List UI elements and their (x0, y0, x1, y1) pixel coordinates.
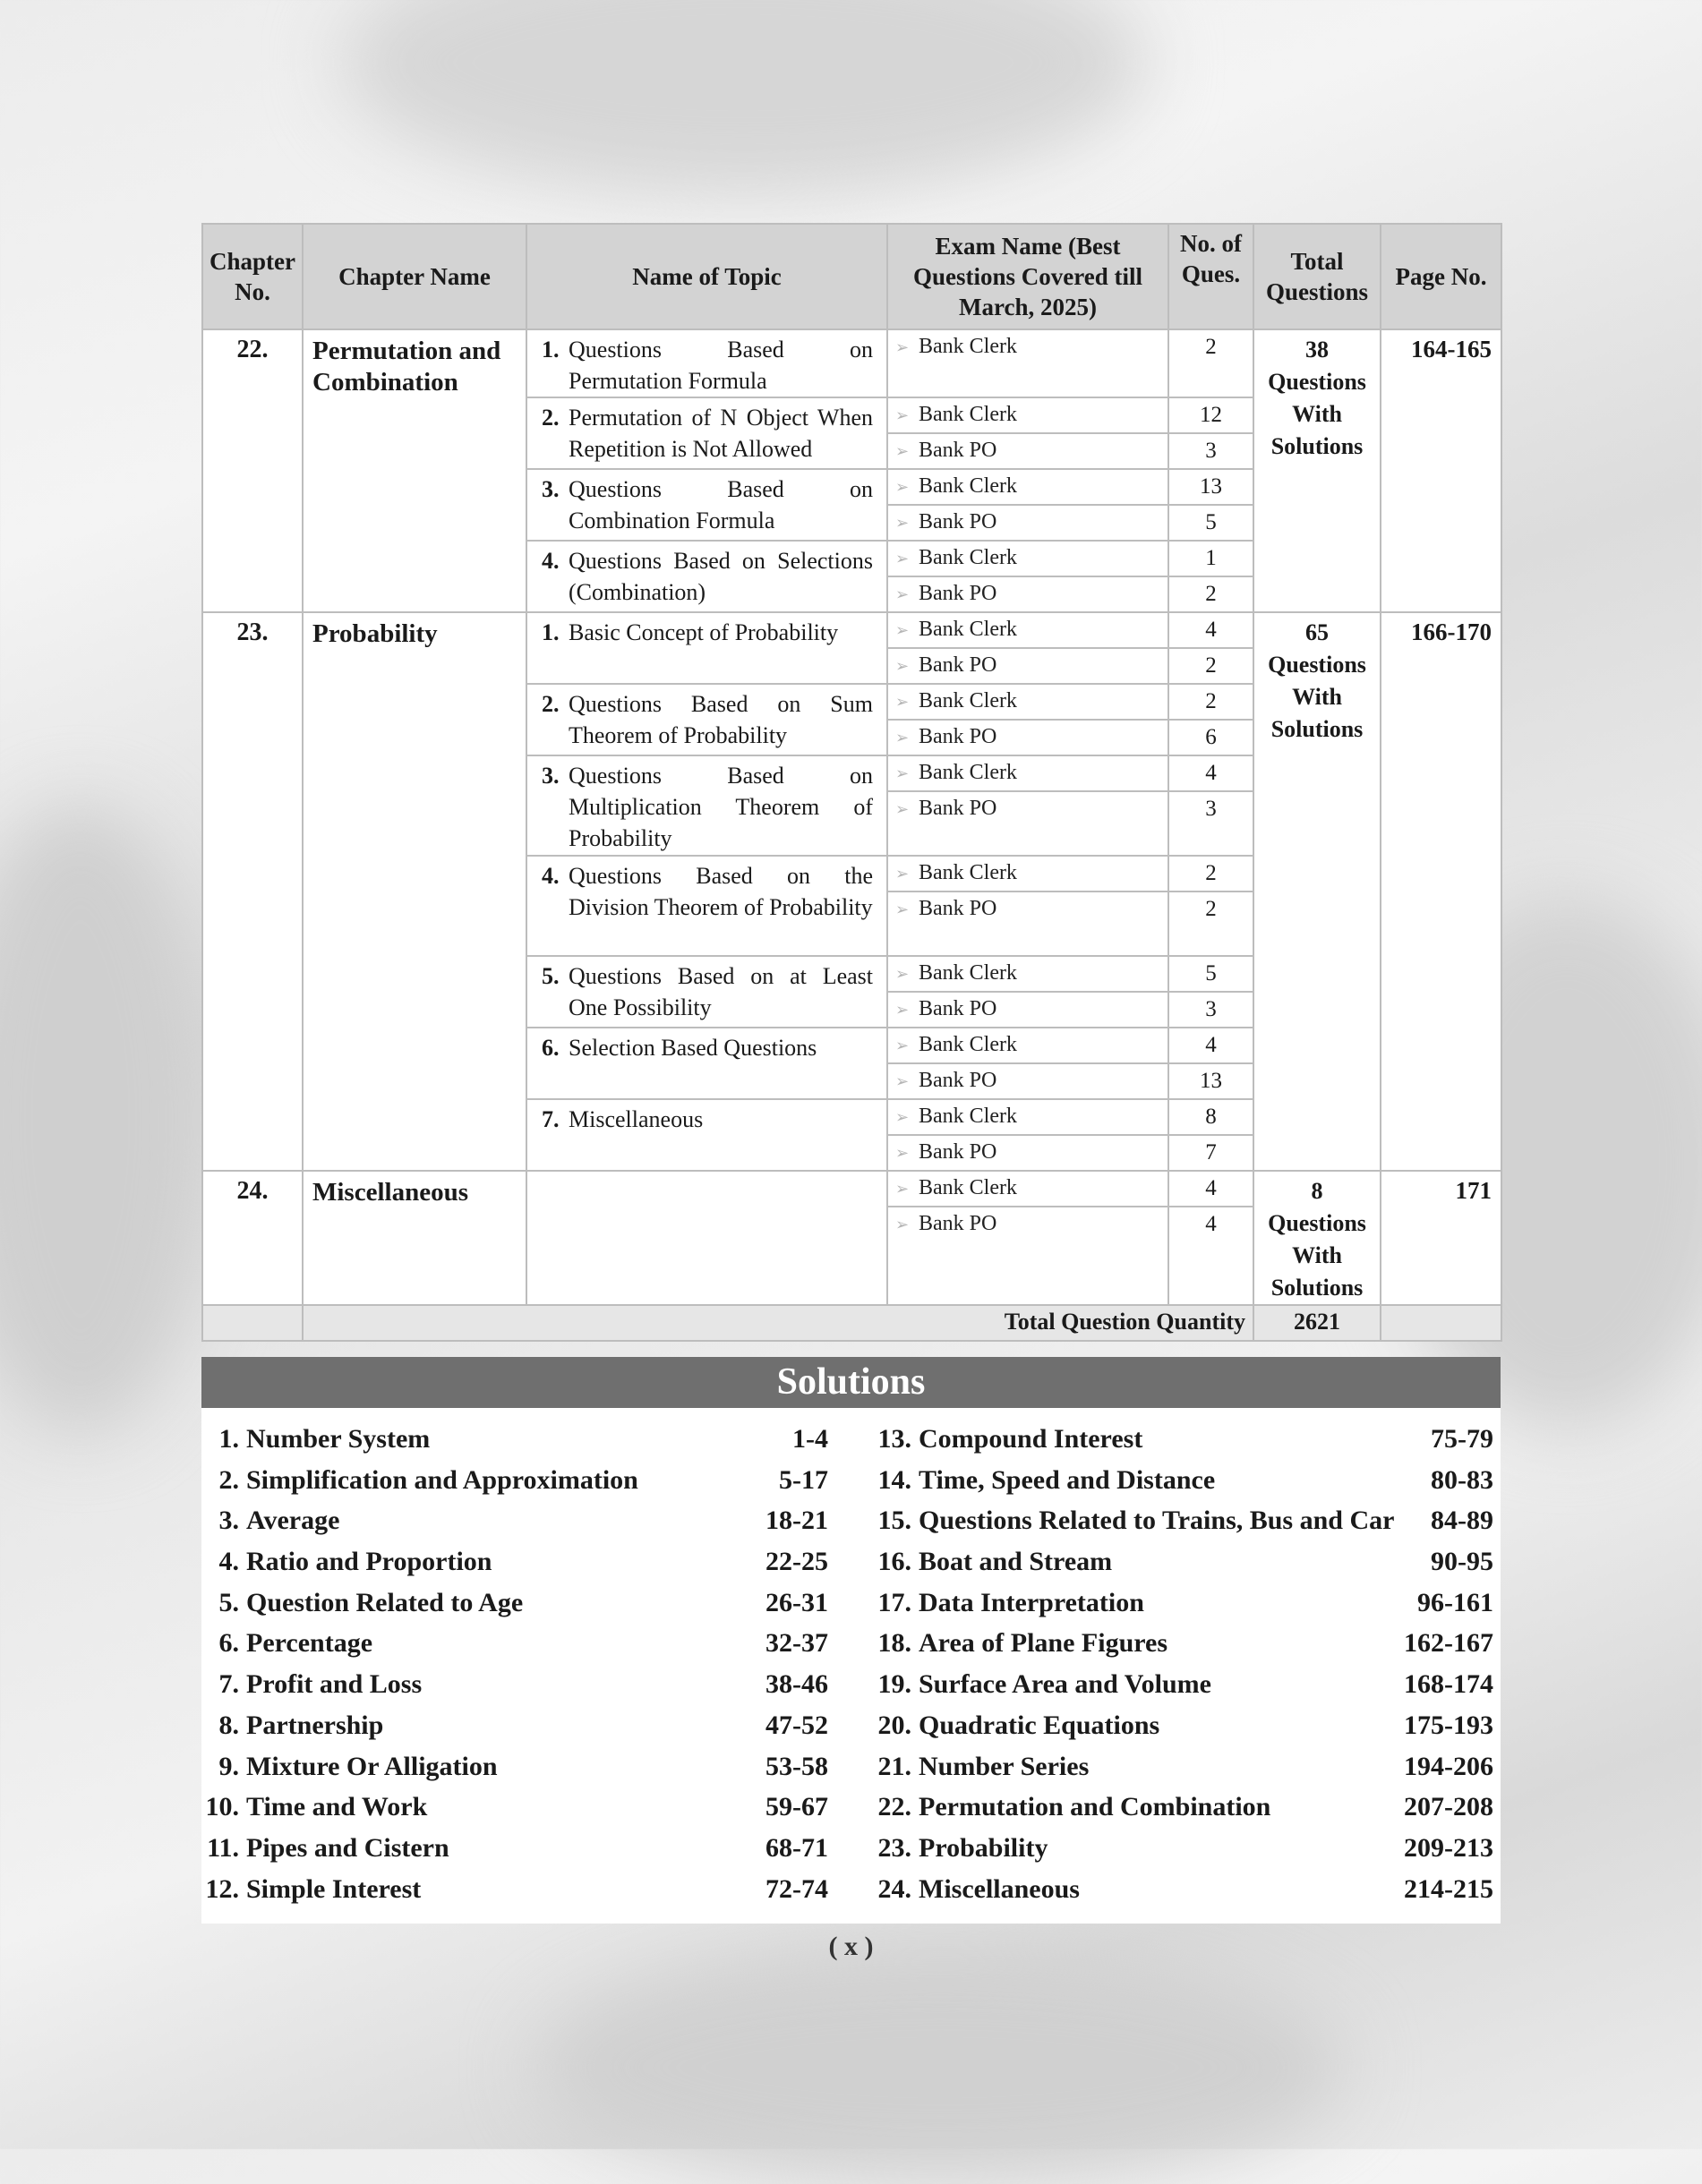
exam-name-cell (887, 992, 1168, 1028)
topic-title: Miscellaneous (569, 1106, 704, 1132)
background-smudge (340, 0, 1146, 197)
table-row (202, 612, 1501, 648)
page-number: ( x ) (828, 1932, 874, 1961)
solution-title: Quadratic Equations (919, 1710, 1160, 1740)
question-count: 4 (1168, 1171, 1253, 1207)
solution-title: Ratio and Proportion (246, 1547, 492, 1577)
solution-title: Pipes and Cistern (246, 1832, 449, 1863)
solution-title: Probability (919, 1832, 1048, 1863)
solution-number: 8. (218, 1710, 239, 1740)
question-count: 12 (1168, 397, 1253, 433)
solution-page-range: 75-79 (1431, 1424, 1493, 1454)
topic-number: 4. (542, 863, 560, 889)
background-smudge (537, 1951, 1343, 2184)
question-count: 3 (1168, 992, 1253, 1028)
question-count: 13 (1168, 1063, 1253, 1099)
topic-title: Basic Concept of Probability (569, 619, 839, 645)
solution-page-range: 38-46 (765, 1669, 828, 1700)
exam-name-cell (887, 856, 1168, 892)
solution-title: Surface Area and Volume (919, 1669, 1211, 1700)
exam-name: Bank Clerk (919, 1176, 1017, 1199)
arrow-bullet-icon: ➢ (895, 1216, 910, 1233)
total-questions-count: 38 (1305, 337, 1329, 363)
topic-title: Questions Based on Sum Theorem of Probability (569, 691, 873, 748)
exam-name-cell (887, 1028, 1168, 1063)
page-range: 164-165 (1381, 329, 1501, 612)
solution-title: Number Series (919, 1751, 1090, 1781)
solution-number: 24. (877, 1873, 911, 1904)
solutions-list-item (201, 1541, 828, 1583)
solution-page-range: 96-161 (1417, 1587, 1493, 1617)
solution-number: 12. (205, 1873, 239, 1904)
solutions-list-item (868, 1705, 1501, 1746)
solution-number: 4. (218, 1547, 239, 1577)
exam-name-cell (887, 956, 1168, 992)
arrow-bullet-icon: ➢ (895, 621, 910, 639)
question-count: 13 (1168, 469, 1253, 505)
exam-name: Bank Clerk (919, 335, 1017, 358)
solutions-list-item (201, 1746, 828, 1787)
question-count: 4 (1168, 755, 1253, 791)
arrow-bullet-icon: ➢ (895, 442, 910, 460)
arrow-bullet-icon: ➢ (895, 550, 910, 567)
solutions-list-item (868, 1828, 1501, 1869)
solution-title: Number System (246, 1424, 431, 1454)
chapter-number: 24. (202, 1171, 303, 1305)
arrow-bullet-icon: ➢ (895, 800, 910, 818)
exam-name-cell (887, 541, 1168, 576)
solutions-list-item (868, 1541, 1501, 1583)
exam-name: Bank Clerk (919, 474, 1017, 498)
solution-number: 23. (877, 1832, 911, 1863)
exam-name: Bank PO (919, 582, 997, 605)
footer-empty-cell (1381, 1305, 1501, 1341)
topic-title: Selection Based Questions (569, 1035, 817, 1061)
solution-page-range: 168-174 (1404, 1669, 1493, 1700)
solutions-list-item (868, 1460, 1501, 1501)
solutions-right-column (868, 1419, 1501, 1909)
topic-cell (526, 612, 887, 684)
solutions-left-column (201, 1419, 828, 1909)
solution-page-range: 59-67 (765, 1792, 828, 1822)
arrow-bullet-icon: ➢ (895, 1108, 910, 1126)
table-body (202, 329, 1501, 1305)
exam-name: Bank PO (919, 1140, 997, 1164)
chapter-name: Miscellaneous (303, 1171, 526, 1305)
topic-cell (526, 755, 887, 856)
exam-name-cell (887, 329, 1168, 397)
topic-cell (526, 329, 887, 397)
topic-cell (526, 1028, 887, 1099)
arrow-bullet-icon: ➢ (895, 1144, 910, 1162)
solution-number: 2. (218, 1464, 239, 1495)
solution-number: 20. (877, 1710, 911, 1740)
solutions-heading: Solutions (201, 1357, 1501, 1408)
exam-name-cell (887, 1099, 1168, 1135)
topic-title: Questions Based on at Least One Possibility (569, 963, 873, 1020)
solutions-list-item (201, 1787, 828, 1828)
solution-page-range: 72-74 (765, 1873, 828, 1904)
solutions-list-item (201, 1460, 828, 1501)
topic-number: 2. (542, 691, 560, 717)
exam-name-cell (887, 755, 1168, 791)
arrow-bullet-icon: ➢ (895, 1072, 910, 1090)
solutions-list (201, 1408, 1501, 1924)
header-topic: Name of Topic (526, 224, 887, 329)
solution-title: Time and Work (246, 1792, 428, 1822)
topic-number: 1. (542, 619, 560, 645)
exam-name-cell (887, 469, 1168, 505)
solution-title: Compound Interest (919, 1424, 1143, 1454)
total-questions-cell (1253, 612, 1381, 1171)
solutions-list-item (868, 1746, 1501, 1787)
exam-name: Bank Clerk (919, 1033, 1017, 1056)
solution-title: Area of Plane Figures (919, 1628, 1168, 1659)
solution-page-range: 47-52 (765, 1710, 828, 1740)
topic-title: Permutation of N Object When Repetition is Not Allowed (569, 405, 873, 462)
footer-label: Total Question Quantity (303, 1305, 1253, 1341)
arrow-bullet-icon: ➢ (895, 1001, 910, 1019)
solution-title: Question Related to Age (246, 1587, 524, 1617)
exam-name: Bank PO (919, 725, 997, 748)
topic-title: Questions Based on Selections (Combination) (569, 548, 873, 605)
table-footer-row (202, 1305, 1501, 1341)
solution-page-range: 80-83 (1431, 1464, 1493, 1495)
solution-number: 17. (877, 1587, 911, 1617)
question-count: 3 (1168, 791, 1253, 856)
exam-name-cell (887, 892, 1168, 956)
exam-name-cell (887, 397, 1168, 433)
topic-cell (526, 397, 887, 469)
exam-name: Bank PO (919, 797, 997, 820)
header-total: Total Questions (1253, 224, 1381, 329)
solutions-list-item (201, 1419, 828, 1460)
table-row (202, 329, 1501, 397)
question-count: 2 (1168, 892, 1253, 956)
contents-table-container (201, 223, 1501, 1342)
exam-name-cell (887, 1063, 1168, 1099)
solution-number: 22. (877, 1792, 911, 1822)
topic-cell (526, 684, 887, 755)
footer-total-value: 2621 (1253, 1305, 1381, 1341)
topic-number: 3. (542, 476, 560, 502)
topic-cell (526, 1171, 887, 1305)
solution-title: Simple Interest (246, 1873, 422, 1904)
exam-name-cell (887, 1207, 1168, 1305)
solution-page-range: 68-71 (765, 1832, 828, 1863)
arrow-bullet-icon: ➢ (895, 729, 910, 746)
solutions-list-item (868, 1419, 1501, 1460)
exam-name-cell (887, 1135, 1168, 1171)
page-range: 171 (1381, 1171, 1501, 1305)
topic-number: 2. (542, 405, 560, 431)
question-count: 5 (1168, 505, 1253, 541)
exam-name-cell (887, 505, 1168, 541)
solutions-list-item (868, 1583, 1501, 1624)
arrow-bullet-icon: ➢ (895, 1180, 910, 1198)
solution-page-range: 90-95 (1431, 1547, 1493, 1577)
exam-name: Bank Clerk (919, 546, 1017, 569)
topic-number: 6. (542, 1035, 560, 1061)
solution-title: Simplification and Approximation (246, 1464, 638, 1495)
exam-name: Bank Clerk (919, 403, 1017, 426)
exam-name: Bank PO (919, 1212, 997, 1235)
solution-number: 11. (207, 1832, 239, 1863)
solution-title: Profit and Loss (246, 1669, 423, 1700)
solution-page-range: 175-193 (1404, 1710, 1493, 1740)
exam-name-cell (887, 612, 1168, 648)
solution-page-range: 5-17 (779, 1464, 828, 1495)
topic-title: Questions Based on Permutation Formula (569, 337, 873, 394)
solution-page-range: 18-21 (765, 1506, 828, 1536)
solution-title: Time, Speed and Distance (919, 1464, 1216, 1495)
solution-title: Miscellaneous (919, 1873, 1080, 1904)
question-count: 4 (1168, 1028, 1253, 1063)
header-chapter-name: Chapter Name (303, 224, 526, 329)
total-questions-label: Questions With Solutions (1268, 1210, 1366, 1301)
solution-title: Boat and Stream (919, 1547, 1113, 1577)
solution-number: 21. (877, 1751, 911, 1781)
topic-number: 4. (542, 548, 560, 574)
chapter-name: Probability (303, 612, 526, 1171)
solution-number: 14. (877, 1464, 911, 1495)
exam-name: Bank PO (919, 1069, 997, 1092)
total-questions-label: Questions With Solutions (1268, 369, 1366, 459)
solution-title: Permutation and Combination (919, 1792, 1271, 1822)
chapter-number: 22. (202, 329, 303, 612)
arrow-bullet-icon: ➢ (895, 657, 910, 675)
topic-number: 5. (542, 963, 560, 989)
solution-title: Mixture Or Alligation (246, 1751, 498, 1781)
question-count: 2 (1168, 329, 1253, 397)
solution-number: 19. (877, 1669, 911, 1700)
table-row (202, 1171, 1501, 1207)
topic-title: Questions Based on Multiplication Theorem of Probability (569, 763, 873, 851)
solution-page-range: 22-25 (765, 1547, 828, 1577)
total-questions-count: 8 (1311, 1178, 1323, 1204)
topic-cell (526, 956, 887, 1028)
solution-number: 3. (218, 1506, 239, 1536)
solution-title: Data Interpretation (919, 1587, 1144, 1617)
solution-number: 7. (218, 1669, 239, 1700)
contents-table (201, 223, 1502, 1342)
solution-number: 1. (218, 1424, 239, 1454)
exam-name-cell (887, 648, 1168, 684)
solutions-list-item (201, 1705, 828, 1746)
topic-cell (526, 469, 887, 541)
question-count: 2 (1168, 576, 1253, 612)
solution-number: 6. (218, 1628, 239, 1659)
question-count: 5 (1168, 956, 1253, 992)
solutions-list-item (201, 1664, 828, 1705)
arrow-bullet-icon: ➢ (895, 514, 910, 532)
solution-page-range: 194-206 (1404, 1751, 1493, 1781)
arrow-bullet-icon: ➢ (895, 693, 910, 711)
solutions-list-item (201, 1828, 828, 1869)
arrow-bullet-icon: ➢ (895, 965, 910, 983)
footer-empty-cell (202, 1305, 303, 1341)
solution-page-range: 32-37 (765, 1628, 828, 1659)
exam-name-cell (887, 576, 1168, 612)
arrow-bullet-icon: ➢ (895, 338, 910, 356)
background-smudge (0, 806, 215, 1432)
arrow-bullet-icon: ➢ (895, 478, 910, 496)
chapter-name: Permutation and Combination (303, 329, 526, 612)
solution-page-range: 214-215 (1404, 1873, 1493, 1904)
solution-number: 5. (218, 1587, 239, 1617)
solution-title: Questions Related to Trains, Bus and Car (919, 1506, 1395, 1536)
question-count: 2 (1168, 684, 1253, 720)
question-count: 4 (1168, 612, 1253, 648)
topic-title: Questions Based on the Division Theorem of Probability (569, 863, 873, 920)
question-count: 6 (1168, 720, 1253, 755)
arrow-bullet-icon: ➢ (895, 900, 910, 918)
arrow-bullet-icon: ➢ (895, 1037, 910, 1054)
exam-name: Bank PO (919, 439, 997, 462)
solution-title: Partnership (246, 1710, 384, 1740)
topic-cell (526, 541, 887, 612)
question-count: 2 (1168, 648, 1253, 684)
topic-number: 3. (542, 763, 560, 789)
solution-title: Average (246, 1506, 340, 1536)
topic-title: Questions Based on Combination Formula (569, 476, 873, 533)
solution-page-range: 84-89 (1431, 1506, 1493, 1536)
topic-number: 1. (542, 337, 560, 363)
exam-name: Bank Clerk (919, 961, 1017, 985)
solutions-list-item (868, 1664, 1501, 1705)
exam-name: Bank Clerk (919, 1105, 1017, 1128)
solution-number: 18. (877, 1628, 911, 1659)
question-count: 2 (1168, 856, 1253, 892)
topic-cell (526, 856, 887, 956)
total-questions-cell (1253, 329, 1381, 612)
arrow-bullet-icon: ➢ (895, 764, 910, 782)
exam-name-cell (887, 1171, 1168, 1207)
exam-name: Bank Clerk (919, 761, 1017, 784)
solution-page-range: 207-208 (1404, 1792, 1493, 1822)
exam-name: Bank PO (919, 653, 997, 677)
exam-name-cell (887, 720, 1168, 755)
arrow-bullet-icon: ➢ (895, 406, 910, 424)
question-count: 7 (1168, 1135, 1253, 1171)
header-chapter-no: Chapter No. (202, 224, 303, 329)
header-page-no: Page No. (1381, 224, 1501, 329)
topic-number: 7. (542, 1106, 560, 1132)
solutions-list-item (868, 1623, 1501, 1664)
table-header-row (202, 224, 1501, 329)
page-range: 166-170 (1381, 612, 1501, 1171)
exam-name: Bank Clerk (919, 618, 1017, 641)
solution-number: 10. (205, 1792, 239, 1822)
question-count: 4 (1168, 1207, 1253, 1305)
topic-cell (526, 1099, 887, 1171)
solution-page-range: 209-213 (1404, 1832, 1493, 1863)
header-no-of-ques: No. of Ques. (1168, 224, 1253, 329)
solution-title: Percentage (246, 1628, 373, 1659)
question-count: 3 (1168, 433, 1253, 469)
exam-name: Bank PO (919, 997, 997, 1020)
exam-name-cell (887, 684, 1168, 720)
solutions-list-item (201, 1583, 828, 1624)
exam-name: Bank Clerk (919, 689, 1017, 712)
solution-page-range: 1-4 (792, 1424, 828, 1454)
question-count: 8 (1168, 1099, 1253, 1135)
chapter-number: 23. (202, 612, 303, 1171)
solution-number: 16. (877, 1547, 911, 1577)
exam-name: Bank PO (919, 510, 997, 533)
arrow-bullet-icon: ➢ (895, 585, 910, 603)
total-questions-count: 65 (1305, 619, 1329, 645)
solution-page-range: 26-31 (765, 1587, 828, 1617)
solution-number: 13. (877, 1424, 911, 1454)
exam-name-cell (887, 433, 1168, 469)
total-questions-label: Questions With Solutions (1268, 652, 1366, 742)
solutions-list-item (201, 1500, 828, 1541)
exam-name-cell (887, 791, 1168, 856)
solution-page-range: 53-58 (765, 1751, 828, 1781)
solutions-list-item (868, 1787, 1501, 1828)
solutions-list-item (868, 1500, 1501, 1541)
header-exam: Exam Name (Best Questions Covered till March, 2025) (887, 224, 1168, 329)
exam-name: Bank PO (919, 897, 997, 920)
question-count: 1 (1168, 541, 1253, 576)
solutions-list-item (201, 1869, 828, 1910)
arrow-bullet-icon: ➢ (895, 865, 910, 883)
exam-name: Bank Clerk (919, 861, 1017, 884)
solutions-list-item (868, 1869, 1501, 1910)
total-questions-cell (1253, 1171, 1381, 1305)
solutions-list-item (201, 1623, 828, 1664)
solution-page-range: 162-167 (1404, 1628, 1493, 1659)
solution-number: 15. (877, 1506, 911, 1536)
solution-number: 9. (218, 1751, 239, 1781)
